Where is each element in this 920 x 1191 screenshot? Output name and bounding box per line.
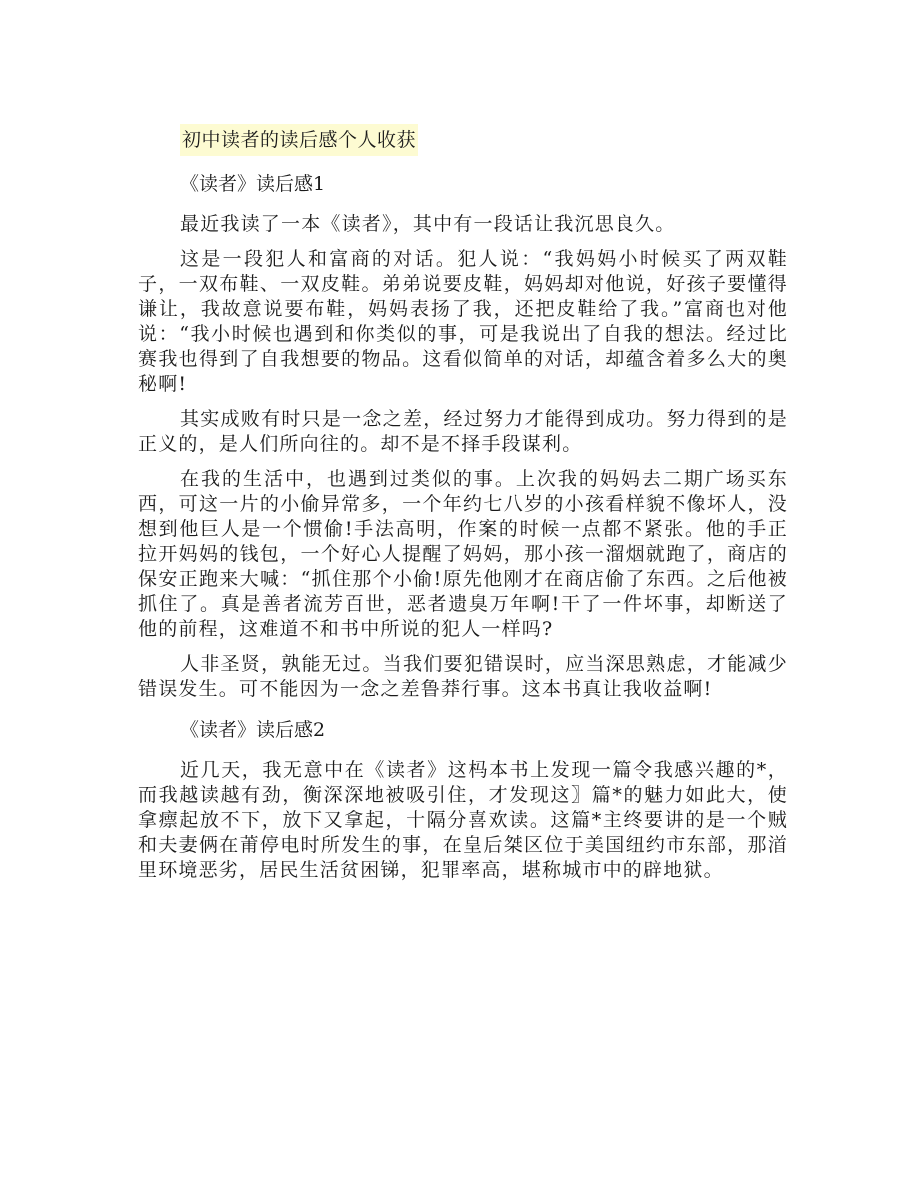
paragraph: 在我的生活中，也遇到过类似的事。上次我的妈妈去二期广场买东西，可这一片的小偷异常多，一个年约七八岁的小孩看样貌不像坏人，没想到他巨人是一个惯偷!手法高明，作案的时候一点都不紧张。他的手正拉开妈妈的钱包，一个好心人提醒了妈妈，那小孩一溜烟就跑了，商店的保安正跑来大喊：“抓住那个小偷!原先他刚才在商店偷了东西。之后他被抓住了。真是善者流芳百世，恶者遗臭万年啊!干了一件坏事，却断送了他的前程，这难道不和书中所说的犯人一样吗? [138, 468, 788, 640]
document-page [138, 124, 788, 883]
paragraph: 最近我读了一本《读者》，其中有一段话让我沉思良久。 [180, 213, 676, 235]
paragraph: 近几天，我无意中在《读者》这杩本书上发现一篇令我感兴趣的*，而我越读越有劲，衡深深地被吸引住，才发现这〗篇*的魅力如此大，使拿瘭起放不下，放下又拿起，十隔分喜欢读。这篇*主终要讲的是一个贼和夫妻俩在莆停电时所发生的事，在皇后桀区位于美国纽约市东部，那渞里环境恶劣，居民生活贫困锑，犯罪率高，堪称城市中的辟地狱。 [138, 759, 788, 881]
document-title: 初中读者的读后感个人收获 [180, 124, 418, 156]
section-heading-2: 《读者》读后感2 [180, 719, 326, 741]
paragraph: 这是一段犯人和富商的对话。犯人说：“我妈妈小时候买了两双鞋子，一双布鞋、一双皮鞋。弟弟说要皮鞋，妈妈却对他说，好孩子要懂得谦让，我故意说要布鞋，妈妈表扬了我，还把皮鞋给了我。”富商也对他说：“我小时候也遇到和你类似的事，可是我说出了自我的想法。经过比赛我也得到了自我想要的物品。这看似简单的对话，却蕴含着多么大的奥秘啊! [138, 248, 788, 395]
paragraph: 其实成败有时只是一念之差，经过努力才能得到成功。努力得到的是正义的，是人们所向往的。却不是不择手段谋利。 [138, 408, 788, 455]
paragraph: 人非圣贤，孰能无过。当我们要犯错误时，应当深思熟虑，才能减少错误发生。可不能因为一念之差鲁莽行事。这本书真让我收益啊! [138, 653, 788, 700]
section-heading-1: 《读者》读后感1 [180, 173, 326, 195]
